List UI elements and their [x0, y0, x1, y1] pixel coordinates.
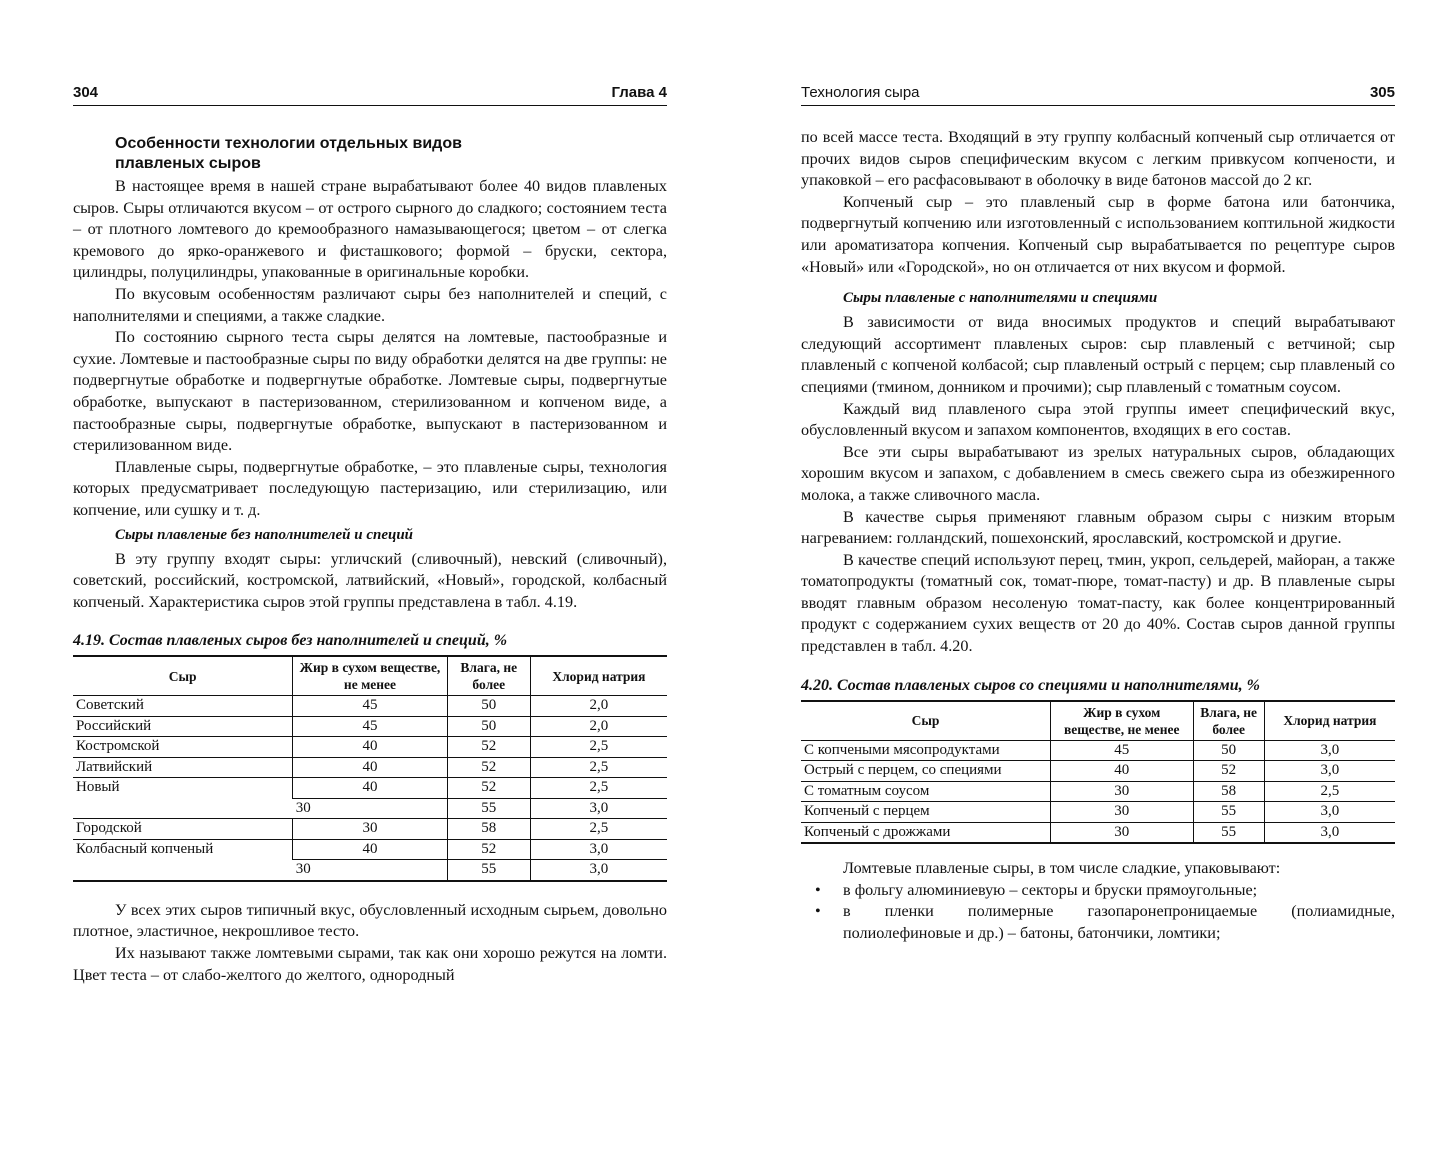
table-cell: 58 — [1193, 781, 1264, 802]
table-4-20 — [801, 700, 1395, 845]
table-cell: Колбасный копченый — [73, 839, 293, 881]
column-header: Влага, не более — [447, 656, 530, 696]
table-caption: 4.20. Состав плавленых сыров со специями и наполнителями, % — [801, 676, 1260, 694]
right-page — [801, 84, 1395, 945]
table-cell: 2,5 — [530, 778, 667, 799]
paragraph: Их называют также ломтевыми сырами, так как они хорошо режутся на ломти. Цвет теста – от слабо-желтого до желтого, однородный — [73, 943, 667, 984]
table-cell: 2,5 — [530, 819, 667, 840]
paragraph: По вкусовым особенностям различают сыры без наполнителей и специй, с наполнителями и специями, а также сладкие. — [73, 284, 667, 325]
column-header: Жир в сухом веществе, не менее — [293, 656, 447, 696]
table-cell: Копченый с перцем — [801, 802, 1050, 823]
column-header: Влага, не более — [1193, 701, 1264, 741]
table-cell: 2,5 — [530, 737, 667, 758]
table-cell: 40 — [293, 839, 447, 860]
table-cell: 2,0 — [530, 716, 667, 737]
table-cell: 45 — [1050, 740, 1193, 761]
table-cell: 55 — [447, 860, 530, 881]
table-cell: 3,0 — [1264, 761, 1395, 782]
column-header: Хлорид натрия — [1264, 701, 1395, 741]
table-cell: 3,0 — [1264, 740, 1395, 761]
paragraph: В настоящее время в нашей стране вырабатывают более 40 видов плавленых сыров. Сыры отличаются вкусом – от острого сырного до сладкого; состоянием теста – от плотного ломтевого до кремообразного намазывающегося; цветом – от слегка кремового до ярко-оранжевого и фисташкового; формой – бруски, сектора, цилиндры, полуцилиндры, упакованные в оригинальные коробки. — [73, 177, 667, 282]
table-cell: 30 — [1050, 781, 1193, 802]
table-cell: 50 — [1193, 740, 1264, 761]
table-cell: 55 — [447, 798, 530, 819]
paragraph: Ломтевые плавленые сыры, в том числе сладкие, упаковывают: — [843, 859, 1281, 878]
page-number: 305 — [1369, 84, 1395, 101]
table-cell: 30 — [293, 798, 447, 819]
table-caption: 4.19. Состав плавленых сыров без наполнителей и специй, % — [73, 632, 508, 650]
section-title — [115, 134, 667, 174]
table-cell: С копчеными мясопродуктами — [801, 740, 1050, 761]
table-header-row — [73, 656, 667, 696]
table-cell: Российский — [73, 716, 293, 737]
table-cell: 45 — [293, 716, 447, 737]
table-cell: 52 — [1193, 761, 1264, 782]
list-item — [801, 880, 1395, 902]
table-cell: 30 — [293, 819, 447, 840]
table-4-19 — [73, 655, 667, 882]
paragraph: В качестве сырья применяют главным образом сыры с низким вторым нагреванием: голландский, пошехонский, ярославский, костромской и другие. — [801, 507, 1395, 548]
subheading: Сыры плавленые без наполнителей и специй — [115, 526, 414, 543]
table-cell: С томатным соусом — [801, 781, 1050, 802]
page-header — [73, 84, 667, 106]
table-row — [73, 716, 667, 737]
paragraph: В зависимости от вида вносимых продуктов и специй вырабатывают следующий ассортимент плавленых сыров: сыр плавленый с ветчиной; сыр плавленый с копченой колбасой; сыр плавленый острый с перцем; сыр плавленый со специями (тмином, донником и прочими); сыр плавленый с томатным соусом. — [801, 313, 1395, 396]
paragraph: Копченый сыр – это плавленый сыр в форме батона или батончика, подвергнутый копчению или изготовленный с использованием коптильной жидкости или ароматизатора копчения. Копченый сыр вырабатывается по рецептуре сыров «Новый» или «Городской», но он отличается от них вкусом и формой. — [801, 192, 1395, 276]
column-header: Сыр — [801, 701, 1050, 741]
table-cell: Городской — [73, 819, 293, 840]
table-row — [73, 737, 667, 758]
table-cell: 52 — [447, 737, 530, 758]
table-cell: 50 — [447, 716, 530, 737]
table-cell: 2,5 — [1264, 781, 1395, 802]
table-row — [73, 819, 667, 840]
table-cell: 40 — [293, 778, 447, 799]
table-cell: 55 — [1193, 822, 1264, 843]
table-row — [73, 839, 667, 860]
page-number: 304 — [73, 84, 99, 101]
table-cell: 2,0 — [530, 696, 667, 717]
table-row — [73, 778, 667, 799]
table-cell: 52 — [447, 778, 530, 799]
table-cell: 30 — [293, 860, 447, 881]
table-row — [73, 696, 667, 717]
table-cell: Костромской — [73, 737, 293, 758]
paragraph: Каждый вид плавленого сыра этой группы имеет специфический вкус, обусловленный вкусом и запахом компонентов, входящих в его состав. — [801, 399, 1395, 440]
column-header: Сыр — [73, 656, 293, 696]
running-head: Технология сыра — [801, 84, 920, 101]
section-title-line-1: Особенности технологии отдельных видов — [115, 135, 462, 152]
table-cell: 30 — [1050, 802, 1193, 823]
table-row — [801, 761, 1395, 782]
table-cell: 52 — [447, 839, 530, 860]
table-row — [801, 781, 1395, 802]
table-cell: Копченый с дрожжами — [801, 822, 1050, 843]
table-cell: Новый — [73, 778, 293, 819]
table-cell: Советский — [73, 696, 293, 717]
column-header: Жир в сухом веществе, не менее — [1050, 701, 1193, 741]
table-cell: 52 — [447, 757, 530, 778]
bullet-icon: • — [815, 880, 821, 899]
paragraph: Плавленые сыры, подвергнутые обработке, – это плавленые сыры, технология которых предусматривает последующую пастеризацию, или стерилизацию, или копчение, или сушку и т. д. — [73, 457, 667, 519]
paragraph: В качестве специй используют перец, тмин, укроп, сельдерей, майоран, а также томатопродукты (томатный сок, томат-пюре, томат-пасту) и др. В плавленые сыры вводят главным образом несоленую томат-пасту, как более концентрированный продукт с содержанием сухих веществ от 20 до 40%. Состав сыров данной группы представлен в табл. 4.20. — [801, 550, 1395, 656]
table-row — [801, 740, 1395, 761]
page-header — [801, 84, 1395, 106]
table-cell: 2,5 — [530, 757, 667, 778]
list-item-text: в фольгу алюминиевую – секторы и бруски прямоугольные; — [843, 880, 1258, 899]
table-cell: 3,0 — [530, 860, 667, 881]
table-cell: 40 — [293, 757, 447, 778]
column-header: Хлорид натрия — [530, 656, 667, 696]
table-row — [801, 822, 1395, 843]
table-cell: 50 — [447, 696, 530, 717]
table-cell: Латвийский — [73, 757, 293, 778]
bullet-list — [801, 880, 1395, 945]
list-item-text: в пленки полимерные газопаронепроницаемые (полиамидные, полиолефиновые и др.) – батоны, батончики, ломтики; — [843, 902, 1395, 942]
table-row — [801, 802, 1395, 823]
table-cell: 3,0 — [1264, 802, 1395, 823]
paragraph: В эту группу входят сыры: угличский (сливочный), невский (сливочный), советский, российский, костромской, латвийский, «Новый», городской, колбасный копченый. Характеристика сыров этой группы представлена в табл. 4.19. — [73, 549, 667, 611]
table-cell: 55 — [1193, 802, 1264, 823]
table-cell: 58 — [447, 819, 530, 840]
paragraph: по всей массе теста. Входящий в эту группу колбасный копченый сыр отличается от прочих видов сыров специфическим вкусом с легким привкусом копчености, и упаковкой – его расфасовывают в оболочку в виде батонов массой до 2 кг. — [801, 128, 1395, 190]
paragraph: По состоянию сырного теста сыры делятся на ломтевые, пастообразные и сухие. Ломтевые и пастообразные сыры по виду обработки делятся на две группы: не подвергнутые обработке и подвергнутые обработке. Ломтевые сыры, подвергнутые обработке, выпускают в пастеризованном, стерилизованном и копченом виде, а пастообразные сыры, подвергнутые обработке, выпускают в пастеризованном и стерилизованном виде. — [73, 328, 667, 455]
table-header-row — [801, 701, 1395, 741]
section-title-line-2: плавленых сыров — [115, 155, 261, 172]
table-cell: 3,0 — [530, 839, 667, 860]
paragraph: У всех этих сыров типичный вкус, обусловленный исходным сырьем, довольно плотное, эластичное, некрошливое тесто. — [73, 900, 667, 941]
table-cell: 3,0 — [530, 798, 667, 819]
table-cell: 40 — [293, 737, 447, 758]
running-head: Глава 4 — [611, 84, 667, 101]
table-cell: 30 — [1050, 822, 1193, 843]
bullet-icon: • — [815, 902, 821, 921]
table-cell: Острый с перцем, со специями — [801, 761, 1050, 782]
paragraph: Все эти сыры вырабатывают из зрелых натуральных сыров, обладающих хорошим вкусом и запахом, с добавлением в смесь свежего сыра из обезжиренного молока, а также сливочного масла. — [801, 442, 1395, 504]
left-page — [73, 84, 667, 986]
list-item — [801, 901, 1395, 944]
table-cell: 45 — [293, 696, 447, 717]
subheading: Сыры плавленые с наполнителями и специями — [843, 290, 1158, 307]
table-row — [73, 757, 667, 778]
table-cell: 3,0 — [1264, 822, 1395, 843]
table-cell: 40 — [1050, 761, 1193, 782]
